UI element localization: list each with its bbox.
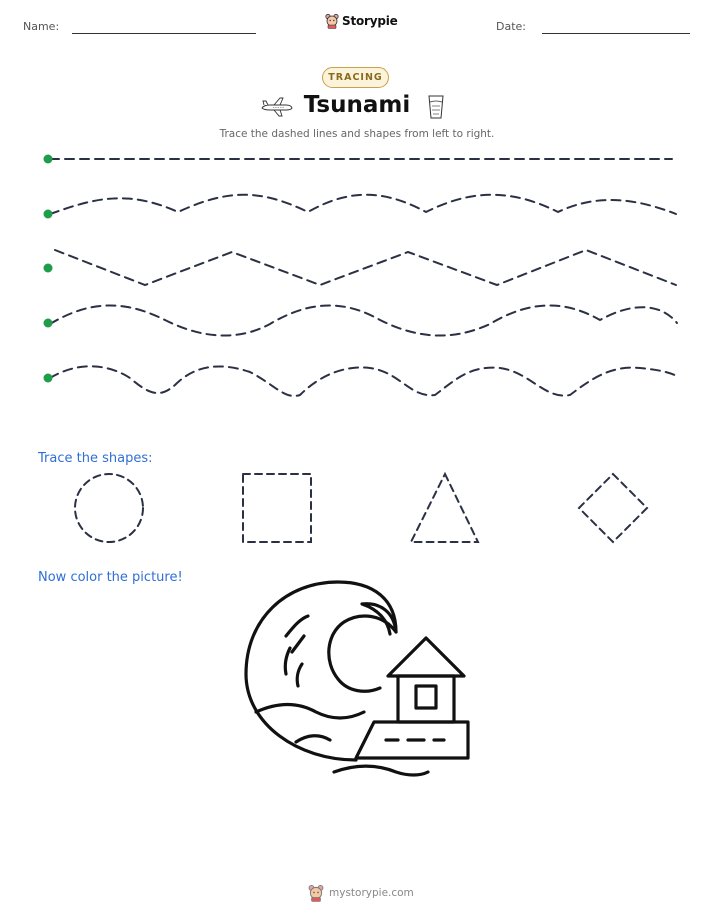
coloring-label: Now color the picture! — [38, 570, 183, 585]
start-dot-2 — [44, 210, 53, 219]
tracing-badge: TRACING — [322, 67, 389, 88]
water-ripple-1 — [256, 705, 364, 719]
shapes-label: Trace the shapes: — [38, 451, 153, 466]
worksheet-title: Tsunami — [303, 92, 411, 118]
tracing-lines — [0, 140, 714, 400]
brand-logo — [325, 13, 398, 29]
trace-line-gentle-wave — [50, 195, 676, 214]
trace-line-smooth-wave — [50, 305, 677, 335]
shape-diamond — [579, 474, 647, 542]
trace-line-bumpy-wave — [50, 366, 677, 396]
date-line[interactable] — [542, 33, 690, 34]
start-dot-5 — [44, 374, 53, 383]
start-dot-3 — [44, 264, 53, 273]
shape-square — [243, 474, 311, 542]
bear-icon — [325, 13, 339, 29]
house-wall — [398, 676, 454, 722]
name-label: Name: — [23, 20, 60, 33]
date-label: Date: — [496, 20, 526, 33]
trace-line-zigzag — [55, 250, 676, 285]
shape-triangle — [411, 474, 478, 542]
water-glass-icon — [426, 94, 446, 120]
house-roof — [388, 638, 464, 676]
water-ripple-3 — [334, 766, 428, 775]
house-window — [416, 686, 436, 708]
shape-circle — [75, 474, 143, 542]
water-ripple-2 — [296, 736, 330, 742]
instructions: Trace the dashed lines and shapes from left to right. — [219, 128, 495, 140]
tracing-shapes — [0, 468, 714, 550]
start-dot-4 — [44, 319, 53, 328]
footer-site[interactable]: mystorypie.com — [329, 887, 414, 899]
name-line[interactable] — [72, 33, 256, 34]
footer — [308, 884, 414, 902]
brand-name: Storypie — [342, 14, 398, 28]
start-dot-1 — [44, 155, 53, 164]
tsunami-coloring-picture — [238, 574, 478, 794]
footer-bear-icon — [308, 884, 324, 902]
